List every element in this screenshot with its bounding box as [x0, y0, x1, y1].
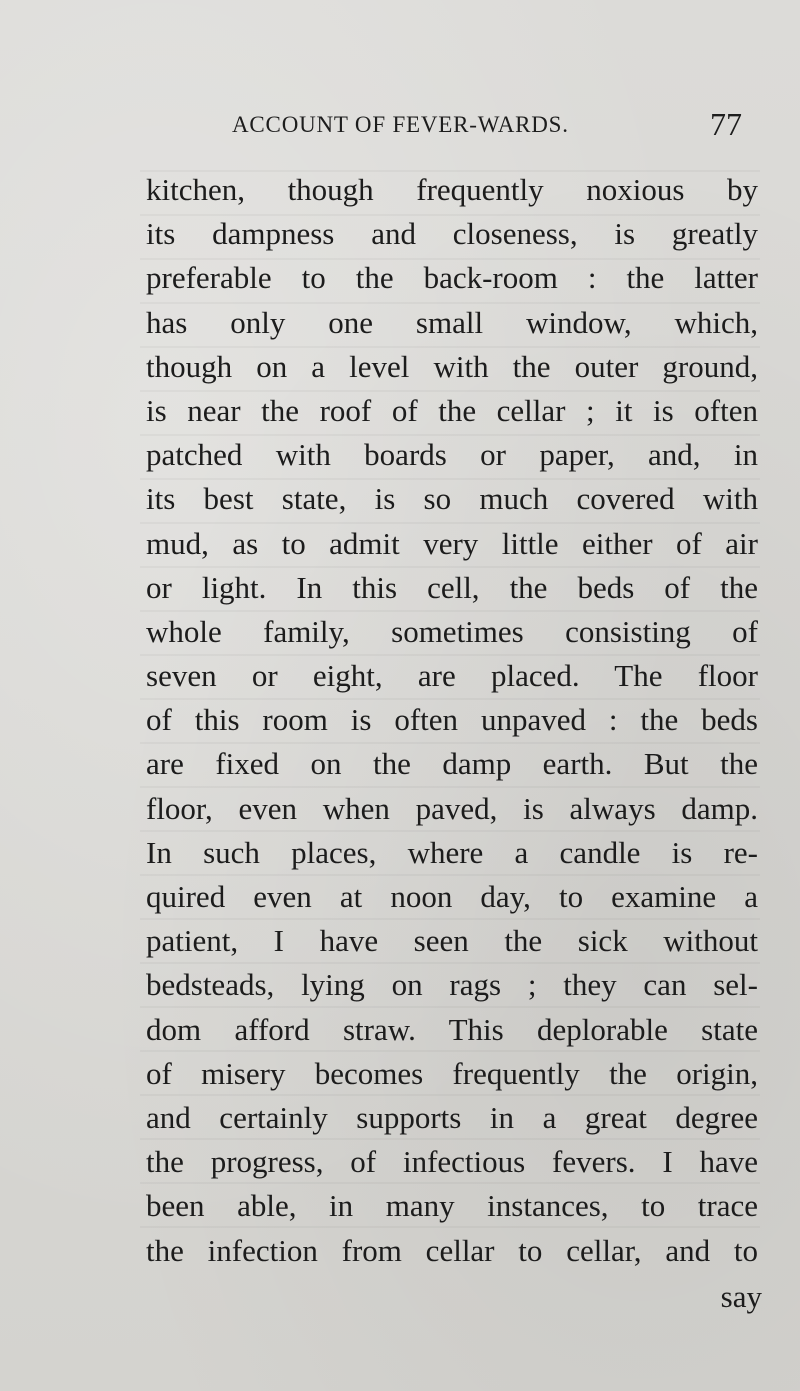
text-line: kitchen, though frequently noxious by	[146, 172, 758, 207]
text-line: has only one small window, which,	[146, 304, 758, 340]
text-line: the infection from cellar to cellar, and to	[146, 1232, 758, 1268]
text-line: though on a level with the outer ground,	[146, 348, 758, 384]
text-line: of misery becomes frequently the origin,	[146, 1055, 758, 1091]
page-header	[232, 106, 742, 152]
text-line: preferable to the back-room : the latter	[146, 260, 758, 296]
text-line: been able, in many instances, to trace	[146, 1188, 758, 1224]
text-line: seven or eight, are placed. The floor	[146, 658, 758, 694]
text-line: the progress, of infectious fevers. I have	[146, 1144, 758, 1180]
text-line: whole family, sometimes consisting of	[146, 613, 758, 649]
text-line: dom afford straw. This deplorable state	[146, 1011, 758, 1047]
body-text	[146, 168, 758, 1273]
text-line: its best state, is so much covered with	[146, 481, 758, 517]
text-line: bedsteads, lying on rags ; they can sel-	[146, 967, 758, 1003]
text-line: quired even at noon day, to examine a	[146, 879, 758, 914]
text-line: In such places, where a candle is re-	[146, 834, 758, 870]
text-line: are fixed on the damp earth. But the	[146, 746, 758, 782]
page-number: 77	[710, 106, 742, 142]
text-line: patched with boards or paper, and, in	[146, 437, 758, 473]
text-line: or light. In this cell, the beds of the	[146, 569, 758, 605]
text-line: and certainly supports in a great degree	[146, 1099, 758, 1135]
text-line: is near the roof of the cellar ; it is often	[146, 392, 758, 428]
running-head: ACCOUNT OF FEVER-WARDS.	[232, 112, 569, 137]
catchword: say	[720, 1279, 762, 1314]
text-line: of this room is often unpaved : the beds	[146, 702, 758, 738]
text-line: mud, as to admit very little either of air	[146, 525, 758, 561]
text-line: patient, I have seen the sick without	[146, 923, 758, 959]
text-line: floor, even when paved, is always damp.	[146, 790, 758, 826]
text-line: its dampness and closeness, is greatly	[146, 216, 758, 252]
